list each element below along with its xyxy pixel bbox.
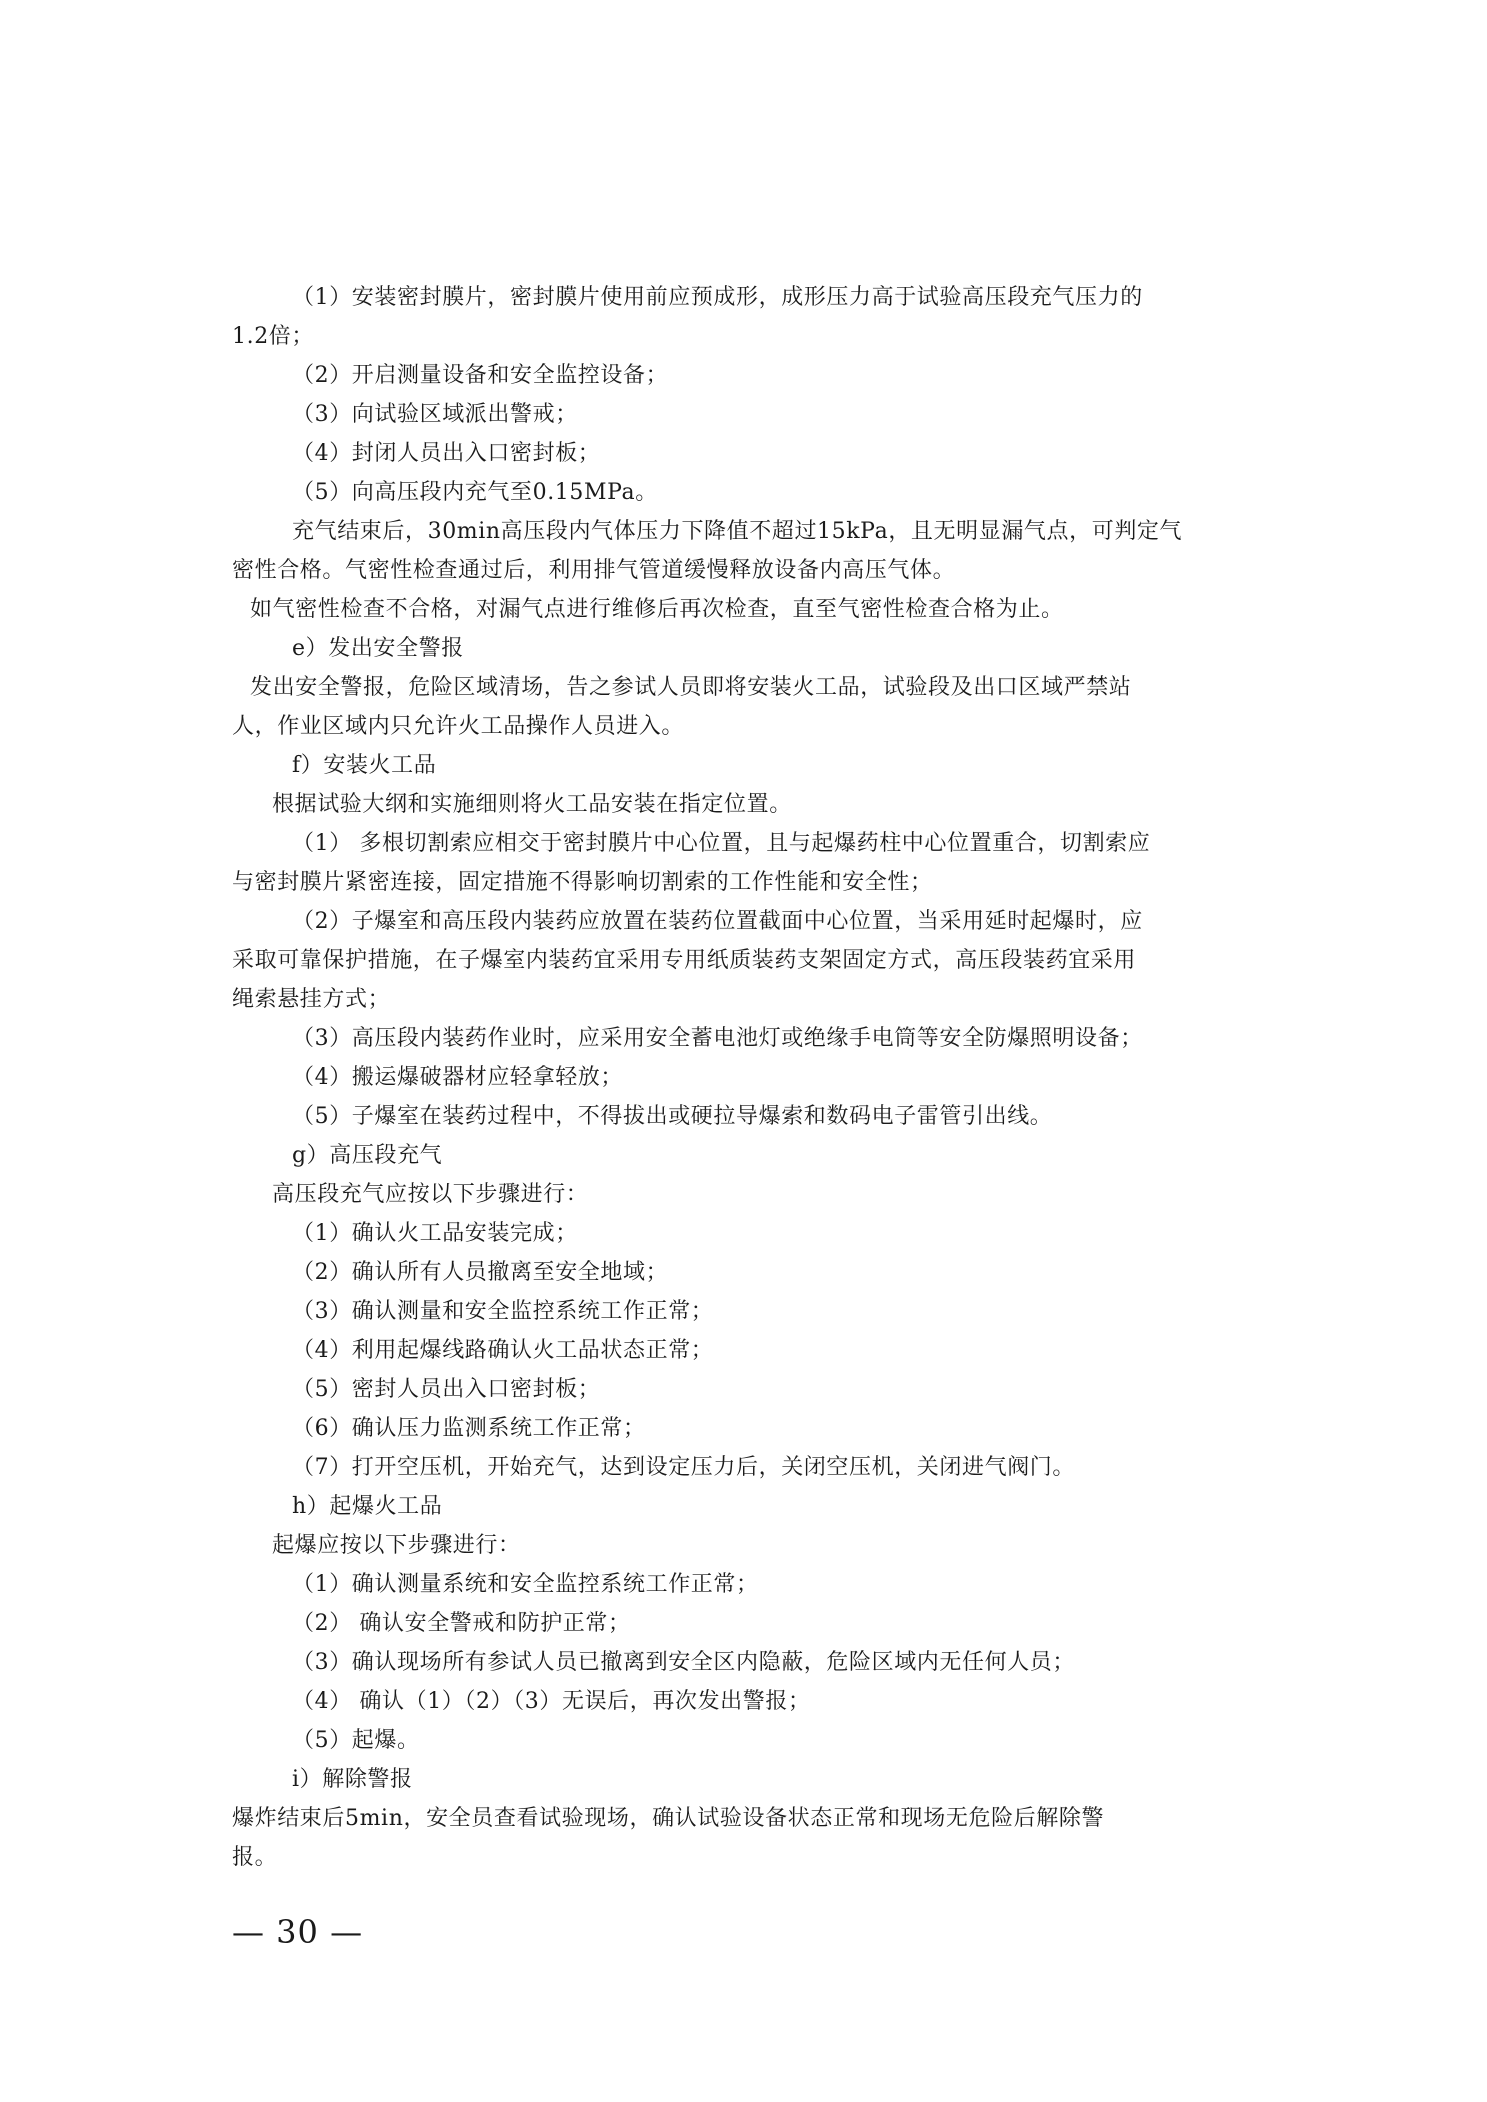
section-heading: e）发出安全警报 (292, 636, 464, 661)
text-line: （1）确认测量系统和安全监控系统工作正常； (292, 1572, 759, 1597)
text-line: （5）起爆。 (292, 1728, 420, 1753)
text-line: （7）打开空压机，开始充气，达到设定压力后，关闭空压机，关闭进气阀门。 (292, 1455, 1075, 1480)
text-line: （5）子爆室在装药过程中，不得拔出或硬拉导爆索和数码电子雷管引出线。 (292, 1104, 1053, 1129)
text-line: 如气密性检查不合格，对漏气点进行维修后再次检查，直至气密性检查合格为止。 (250, 597, 1064, 622)
text-line: （3）向试验区域派出警戒； (292, 402, 578, 427)
section-heading: i）解除警报 (292, 1767, 413, 1792)
text-line: （2）子爆室和高压段内装药应放置在装药位置截面中心位置，当采用延时起爆时，应 (292, 909, 1143, 934)
text-line: 爆炸结束后5min，安全员查看试验现场，确认试验设备状态正常和现场无危险后解除警 (232, 1806, 1105, 1831)
text-line: 与密封膜片紧密连接，固定措施不得影响切割索的工作性能和安全性； (232, 870, 933, 895)
text-line: （1）安装密封膜片，密封膜片使用前应预成形，成形压力高于试验高压段充气压力的 (292, 285, 1143, 310)
text-line: （4）搬运爆破器材应轻拿轻放； (292, 1065, 623, 1090)
text-line: （5）向高压段内充气至0.15MPa。 (292, 480, 658, 505)
text-line: （5）密封人员出入口密封板； (292, 1377, 601, 1402)
text-line: （2） 确认安全警戒和防护正常； (292, 1611, 631, 1636)
text-line: 根据试验大纲和实施细则将火工品安装在指定位置。 (272, 792, 792, 817)
text-line: （3）确认现场所有参试人员已撤离到安全区内隐蔽，危险区域内无任何人员； (292, 1650, 1075, 1675)
text-line: （4） 确认（1）（2）（3）无误后，再次发出警报； (292, 1689, 811, 1714)
text-line: （6）确认压力监测系统工作正常； (292, 1416, 646, 1441)
text-line: 绳索悬挂方式； (232, 987, 391, 1012)
text-line: 充气结束后，30min高压段内气体压力下降值不超过15kPa，且无明显漏气点，可判定气 (292, 519, 1183, 544)
text-line: 起爆应按以下步骤进行： (272, 1533, 521, 1558)
section-heading: h）起爆火工品 (292, 1494, 443, 1519)
text-line: 报。 (232, 1845, 278, 1870)
section-heading: f）安装火工品 (292, 753, 437, 778)
text-line: （2）开启测量设备和安全监控设备； (292, 363, 669, 388)
text-line: 人，作业区域内只允许火工品操作人员进入。 (232, 714, 685, 739)
text-line: 1.2倍； (232, 324, 314, 349)
text-line: 高压段充气应按以下步骤进行： (272, 1182, 589, 1207)
text-line: 采取可靠保护措施，在子爆室内装药宜采用专用纸质装药支架固定方式，高压段装药宜采用 (232, 948, 1137, 973)
page-number: — 30 — (232, 1913, 364, 1951)
text-line: （1）确认火工品安装完成； (292, 1221, 578, 1246)
text-line: （3）确认测量和安全监控系统工作正常； (292, 1299, 714, 1324)
text-line: （1） 多根切割索应相交于密封膜片中心位置，且与起爆药柱中心位置重合，切割索应 (292, 831, 1151, 856)
text-line: （4）利用起爆线路确认火工品状态正常； (292, 1338, 714, 1363)
text-line: （4）封闭人员出入口密封板； (292, 441, 601, 466)
text-line: （3）高压段内装药作业时，应采用安全蓄电池灯或绝缘手电筒等安全防爆照明设备； (292, 1026, 1143, 1051)
section-heading: g）高压段充气 (292, 1143, 443, 1168)
text-line: （2）确认所有人员撤离至安全地域； (292, 1260, 669, 1285)
text-line: 发出安全警报，危险区域清场，告之参试人员即将安装火工品，试验段及出口区域严禁站 (250, 675, 1132, 700)
text-line: 密性合格。气密性检查通过后，利用排气管道缓慢释放设备内高压气体。 (232, 558, 956, 583)
